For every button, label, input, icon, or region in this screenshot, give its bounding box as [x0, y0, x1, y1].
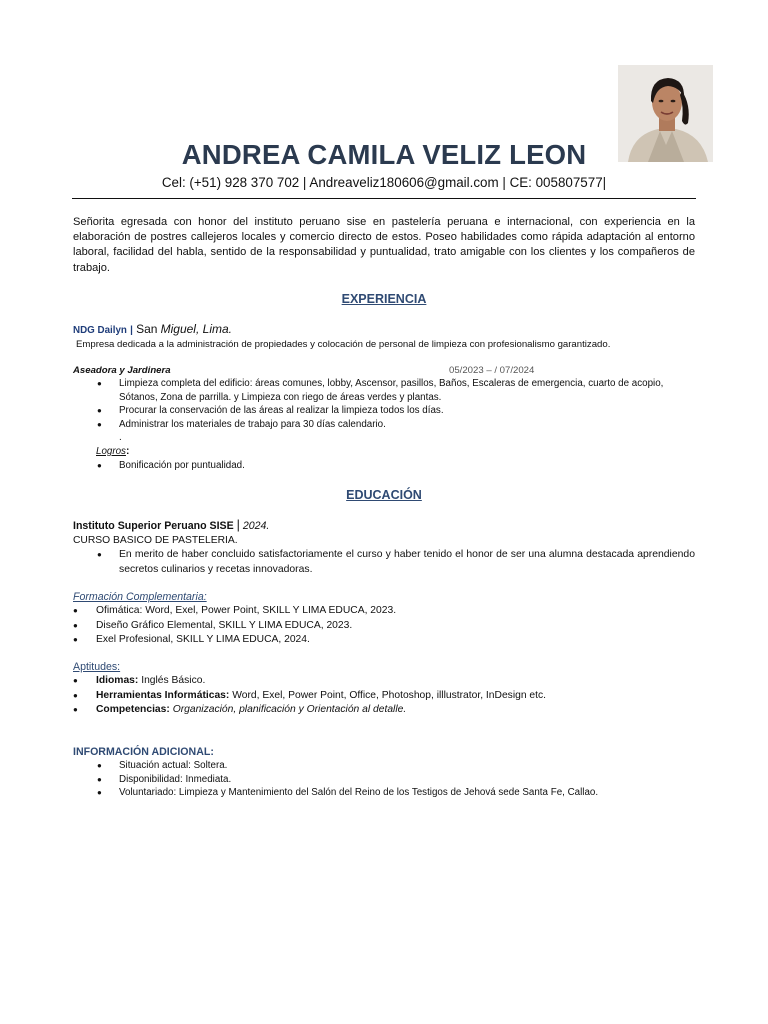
company-description: Empresa dedicada a la administración de propiedades y colocación de personal de limpieza con profesionalismo garantizado.: [76, 339, 611, 350]
skill-item: [73, 689, 695, 704]
duty-item: ● Procurar la conservación de las áreas al realizar la limpieza todos los días.: [73, 404, 695, 418]
skill-key: Competencias:: [96, 704, 170, 715]
education-notes: [73, 548, 695, 578]
additional-list: [73, 759, 695, 800]
duty-item: ● Limpieza completa del edificio: áreas comunes, lobby, Ascensor, pasillos, Baños, Escaleras de emergencia, cuarto de acopio, Sótanos, Zona de parrilla. y Limpieza con riego de áreas verdes y plantas.: [73, 377, 695, 404]
skills-block: [73, 660, 695, 718]
additional-item: ● Situación actual: Soltera.: [73, 759, 695, 773]
achievements-label: Logros: [96, 445, 126, 457]
stray-mark: .: [119, 432, 122, 444]
course-name: CURSO BASICO DE PASTELERIA.: [73, 535, 238, 546]
achievement-item: ● Bonificación por puntualidad.: [73, 459, 695, 473]
institute-name: Instituto Superior Peruano SISE: [73, 520, 234, 532]
achievements-colon: :: [125, 445, 130, 457]
skills-label: Aptitudes:: [73, 661, 121, 673]
role-title: Aseadora y Jardinera: [73, 365, 171, 376]
complementary-label: Formación Complementaria:: [73, 591, 207, 603]
skill-key: Herramientas Informáticas:: [96, 689, 230, 701]
header-divider: [72, 198, 696, 199]
company-separator: |: [130, 325, 133, 336]
complementary-block: [73, 590, 695, 648]
additional-item: ● Voluntariado: Limpieza y Mantenimiento del Salón del Reino de los Testigos de Jehová sede Santa Fe, Callao.: [73, 786, 695, 800]
skill-item: [73, 703, 695, 718]
skill-key: Idiomas:: [96, 675, 139, 686]
duties-list: [73, 377, 695, 431]
complementary-item: ● Ofimática: Word, Exel, Power Point, SKILL Y LIMA EDUCA, 2023.: [73, 604, 695, 619]
complementary-list: [73, 604, 695, 648]
institute-line: [73, 518, 695, 533]
skill-value: Word, Exel, Power Point, Office, Photoshop, illlustrator, InDesign etc.: [229, 689, 547, 701]
additional-label: INFORMACIÓN ADICIONAL:: [73, 746, 214, 758]
duties-block: [73, 377, 695, 473]
skill-item: [73, 674, 695, 689]
role-dates: 05/2023 – / 07/2024: [449, 365, 535, 376]
education-heading: EDUCACIÓN: [346, 488, 422, 502]
experience-heading: EXPERIENCIA: [341, 292, 427, 306]
contact-line: Cel: (+51) 928 370 702 | Andreaveliz180606@gmail.com | CE: 005807577|: [161, 175, 607, 190]
skill-value: Inglés Básico.: [138, 675, 206, 686]
complementary-item: ● Exel Profesional, SKILL Y LIMA EDUCA, 2024.: [73, 633, 695, 648]
institute-separator: |: [236, 518, 240, 532]
company-name: NDG Dailyn: [73, 325, 127, 336]
achievements-list: [73, 459, 695, 473]
skills-list: [73, 674, 695, 718]
achievements-label-line: [73, 445, 695, 459]
candidate-name: ANDREA CAMILA VELIZ LEON: [181, 139, 587, 170]
company-line: [73, 322, 232, 338]
additional-item: ● Disponibilidad: Inmediata.: [73, 773, 695, 787]
education-block: [73, 518, 695, 578]
education-note: ● En merito de haber concluido satisfactoriamente el curso y haber tenido el honor de ser una alumna destacada aprendiendo secretos culinarios y recetas innovadoras.: [73, 548, 695, 578]
complementary-item: ● Diseño Gráfico Elemental, SKILL Y LIMA EDUCA, 2023.: [73, 619, 695, 634]
skill-value: Organización, planificación y Orientación al detalle.: [169, 704, 407, 715]
duty-item: ● Administrar los materiales de trabajo para 30 días calendario.: [73, 418, 695, 432]
additional-block: [73, 745, 695, 800]
company-city: Miguel, Lima.: [160, 322, 232, 336]
education-year: 2024.: [242, 520, 270, 532]
company-city-prefix: San: [136, 322, 158, 336]
profile-summary: Señorita egresada con honor del instituto peruano sise en pastelería peruana e internacional, con experiencia en la elaboración de postres callejeros locales y comercio directo de estos. Poseo habilidades como rápida adaptación al entorno laboral, facilidad del habla, sentido de la responsabilidad y puntualidad, trato amigable con los clientes y los compañeros de trabajo.: [73, 216, 695, 274]
